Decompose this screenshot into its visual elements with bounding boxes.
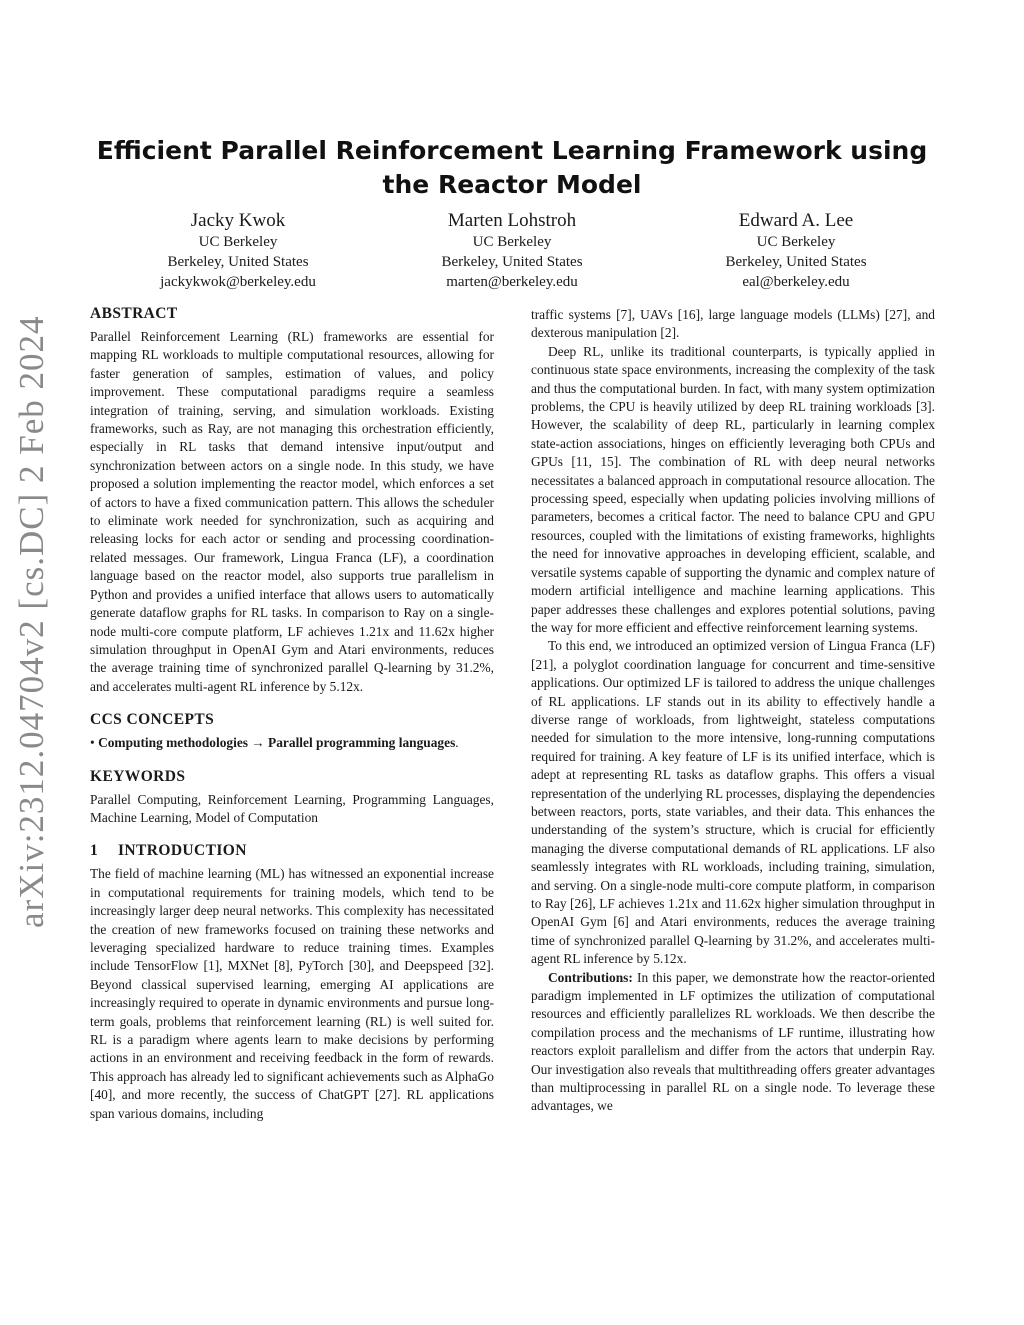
- author-affiliation: UC Berkeley: [472, 234, 552, 250]
- arxiv-identifier: arXiv:2312.04704v2 [cs.DC] 2 Feb 2024: [12, 315, 51, 928]
- author-email: marten@berkeley.edu: [446, 274, 578, 290]
- author-affiliation: UC Berkeley: [198, 234, 278, 250]
- abstract-text: Parallel Reinforcement Learning (RL) frameworks are essential for mapping RL workloads to multiple computational resources, allowing for faster generation of samples, estimation of values, and policy improvement. These computational paradigms require a seamless integration of training, serving, and simulation workloads. Existing frameworks, such as Ray, are not managing this orchestration efficiently, especially in RL tasks that demand intensive input/output and synchronization between actors on a single node. In this study, we have proposed a solution implementing the reactor model, which enforces a set of actors to have a fixed communication pattern. This allows the scheduler to eliminate work needed for synchronization, such as acquiring and releasing locks for each actor or sending and processing coordination-related messages. Our framework, Lingua Franca (LF), a coordination language based on the reactor model, also supports true parallelism in Python and provides a unified interface that allows users to automatically generate dataflow graphs for RL tasks. In comparison to Ray on a single-node multi-core compute platform, LF achieves 1.21x and 11.62x higher simulation throughput in OpenAI Gym and Atari environments, reduces the average training time of synchronized parallel Q-learning by 31.2%, and accelerates multi-agent RL inference by 5.12x.: [90, 329, 494, 694]
- author-location: Berkeley, United States: [167, 254, 309, 270]
- ccs-concepts: [90, 734, 494, 752]
- contributions-label: Contributions:: [548, 969, 633, 985]
- introduction-heading: [90, 841, 494, 861]
- author-affiliation: UC Berkeley: [756, 234, 836, 250]
- intro-paragraph-3: To this end, we introduced an optimized version of Lingua Franca (LF) [21], a polyglot coordination language for concurrent and time-sensitive applications. Our optimized LF is tailored to address the unique challenges of RL applications. LF stands out in its ability to effectively handle a diverse range of workloads, from lightweight, stateless computations needed for simulation to the more intensive, long-running computations required for training. A key feature of LF is its unified interface, which is adept at representing RL tasks as dataflow graphs. This offers a visual representation of the underlying RL processes, displaying the dependencies between reactors, ports, state variables, and their data. This enhances the understanding of the system’s structure, which is crucial for efficiently managing the diverse computational demands of RL applications. LF also seamlessly integrates with RL workloads, including training, simulation, and serving. On a single-node multi-core compute platform, in comparison to Ray [26], LF achieves 1.21x and 11.62x higher simulation throughput in OpenAI Gym [6] and Atari environments, reduces the average training time of synchronized parallel Q-learning by 31.2%, and accelerates multi-agent RL inference by 5.12x.: [531, 638, 935, 967]
- author-name: Edward A. Lee: [738, 210, 854, 231]
- ccs-bullet: •: [90, 735, 95, 751]
- keywords-text: Parallel Computing, Reinforcement Learning, Programming Languages, Machine Learning, Model of Computation: [90, 791, 494, 825]
- abstract-heading: ABSTRACT: [90, 305, 178, 322]
- section-title: INTRODUCTION: [118, 842, 247, 860]
- intro-paragraph-1: The field of machine learning (ML) has witnessed an exponential increase in computational requirements for training models, which tend to be increasingly larger deep neural networks. This complexity has necessitated the creation of new frameworks focused on training these networks and leveraging specialized hardware to reduce training times. Examples include TensorFlow [1], MXNet [8], PyTorch [30], and Deepspeed [32]. Beyond classical supervised learning, emerging AI applications are increasingly required to operate in dynamic environments and pursue long-term goals, problems that reinforcement learning (RL) is well suited for. RL is a paradigm where agents learn to make decisions by performing actions in an environment and receiving feedback in the form of rewards. This approach has already led to significant achievements such as AlphaGo [40], and more recently, the success of ChatGPT [27]. RL applications span various domains, including: [90, 866, 494, 1121]
- author-email: jackykwok@berkeley.edu: [160, 274, 316, 290]
- ccs-concept: Computing methodologies → Parallel programming languages: [98, 735, 456, 751]
- paper-title: Efficient Parallel Reinforcement Learning Framework using the Reactor Model: [96, 136, 928, 199]
- contributions-text: In this paper, we demonstrate how the reactor-oriented paradigm implemented in LF optimizes the utilization of computational resources and efficiently parallelizes RL workloads. We then describe the compilation process and the mechanisms of LF runtime, illustrating how reactors exploit parallelism and differ from the actors that underpin Ray. Our investigation also reveals that multithreading offers greater advantages than multiprocessing in parallel RL on a single node. To leverage these advantages, we: [531, 969, 935, 1114]
- intro-paragraph-1-continued: traffic systems [7], UAVs [16], large language models (LLMs) [27], and dexterous manipulation [2].: [531, 307, 935, 341]
- left-column: [90, 304, 494, 1123]
- intro-paragraph-2: Deep RL, unlike its traditional counterparts, is typically applied in continuous state space environments, increasing the complexity of the task and thus the computational burden. In fact, with many system optimization problems, the CPU is heavily utilized by deep RL training workloads [3]. However, the scalability of deep RL, particularly in learning complex state-action associations, hinges on efficiently leveraging both CPUs and GPUs [11, 15]. The combination of RL with deep neural networks necessitates a balanced approach in computational resource allocation. The processing speed, especially when updating policies involving millions of parameters, becomes a critical factor. The need to balance CPU and GPU resources, coupled with the limitations of existing frameworks, highlights the need for innovative approaches in developing efficient, scalable, and versatile systems capable of supporting the dynamic and complex nature of modern artificial intelligence and machine learning applications. This paper addresses these challenges and explores potential solutions, paving the way for more efficient and effective reinforcement learning systems.: [531, 343, 935, 635]
- ccs-heading: CCS CONCEPTS: [90, 711, 215, 729]
- author-block: [666, 210, 926, 292]
- intro-contributions: [531, 969, 935, 1116]
- keywords-heading: KEYWORDS: [90, 767, 186, 785]
- author-name: Jacky Kwok: [190, 210, 286, 231]
- author-email: eal@berkeley.edu: [742, 274, 850, 290]
- author-block: [108, 210, 368, 292]
- right-column: [531, 306, 935, 1116]
- section-number: 1: [90, 842, 99, 860]
- ccs-trailing: .: [455, 735, 459, 751]
- author-location: Berkeley, United States: [725, 254, 867, 270]
- author-name: Marten Lohstroh: [447, 210, 577, 231]
- author-block: [382, 210, 642, 292]
- author-location: Berkeley, United States: [441, 254, 583, 270]
